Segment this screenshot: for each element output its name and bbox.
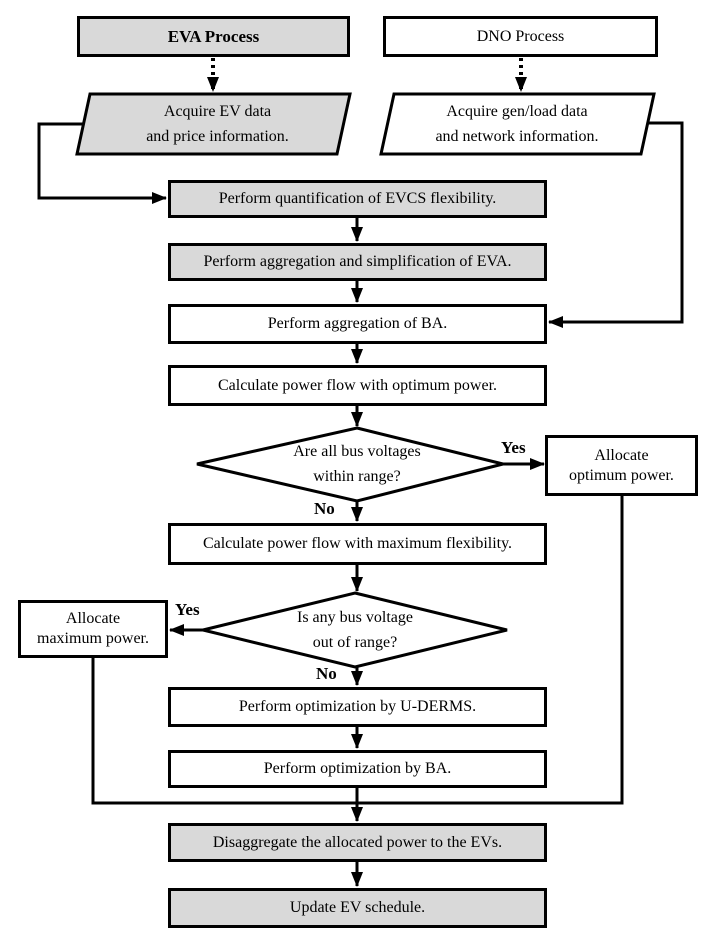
- allocate-optimum-line1: Allocate: [594, 446, 649, 464]
- acquire-ev-data-step: [90, 97, 345, 151]
- acquire-ev-line2: and price information.: [146, 128, 289, 145]
- allocate-maximum-line2: maximum power.: [37, 630, 149, 647]
- disaggregate-step: [168, 823, 547, 862]
- decision-voltages-within: [237, 439, 477, 489]
- acquire-gen-line2: and network information.: [435, 128, 599, 145]
- update-schedule-step: [168, 888, 547, 928]
- allocate-optimum-line2: optimum power.: [569, 466, 674, 484]
- decision2-line2: out of range?: [312, 634, 398, 651]
- quantification-label: Perform quantification of EVCS flexibility.: [218, 190, 497, 207]
- allocate-maximum-power-step: [18, 600, 168, 658]
- decision1-no-label: No: [314, 499, 335, 518]
- allocate-maximum-line1: Allocate: [65, 610, 121, 627]
- decision2-line1: Is any bus voltage: [297, 609, 413, 626]
- eva-process-header: [77, 16, 350, 57]
- dno-process-label: DNO Process: [476, 27, 565, 45]
- decision-voltage-out: [235, 605, 475, 655]
- acquire-gen-line1: Acquire gen/load data: [446, 103, 588, 120]
- power-flow-optimum-label: Calculate power flow with optimum power.: [217, 376, 498, 394]
- dno-process-header: [383, 16, 658, 57]
- optimization-ba-label: Perform optimization by BA.: [263, 760, 452, 777]
- acquire-gen-load-data-step: [384, 97, 650, 151]
- allocate-optimum-power-step: [545, 435, 698, 496]
- decision1-line1: Are all bus voltages: [293, 443, 421, 460]
- disaggregate-label: Disaggregate the allocated power to the EVs.: [212, 833, 503, 851]
- decision2-yes-label: Yes: [175, 600, 200, 619]
- aggregation-ba-label: Perform aggregation of BA.: [267, 315, 448, 332]
- optimization-ba-step: [168, 750, 547, 788]
- aggregation-ba-step: [168, 304, 547, 344]
- quantification-step: [168, 180, 547, 218]
- acquire-ev-line1: Acquire EV data: [163, 103, 272, 120]
- update-schedule-label: Update EV schedule.: [289, 899, 426, 916]
- optimization-uderms-step: [168, 687, 547, 727]
- aggregation-eva-label: Perform aggregation and simplification of EVA.: [203, 253, 512, 270]
- optimization-uderms-label: Perform optimization by U-DERMS.: [238, 698, 477, 715]
- decision1-yes-label: Yes: [501, 438, 526, 457]
- aggregation-eva-step: [168, 243, 547, 281]
- decision1-line2: within range?: [313, 468, 401, 485]
- power-flow-maximum-step: [168, 523, 547, 565]
- power-flow-optimum-step: [168, 365, 547, 406]
- eva-process-label: EVA Process: [167, 26, 260, 46]
- power-flow-maximum-label: Calculate power flow with maximum flexibility.: [202, 535, 513, 552]
- decision2-no-label: No: [316, 664, 337, 683]
